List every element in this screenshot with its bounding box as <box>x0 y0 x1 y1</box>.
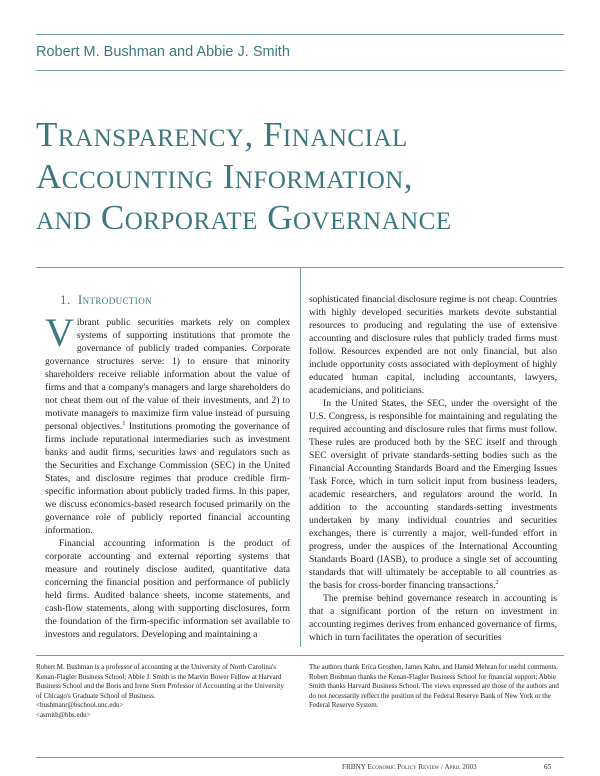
email-bushman: <bushmanr@bschool.unc.edu> <box>36 701 124 710</box>
acknowledgment-footnote: The authors thank Erica Groshen, James Kahn, and Hamid Mehran for useful comments. Robert Bushman thanks the Kenan-Flagler Business School for financial support; Abbie Smith thanks Harvard Business School. The views expressed are those of the authors and do not necessarily reflect the position of the Federal Reserve Bank of New York or the Federal Reserve System. <box>309 663 559 710</box>
author-line: Robert M. Bushman and Abbie J. Smith <box>36 44 290 60</box>
section-heading <box>60 292 152 308</box>
section-title: Introduction <box>77 292 152 307</box>
email-smith: <asmith@hbs.edu> <box>36 710 91 719</box>
paragraph: The premise behind governance research in accounting is that a significant portion of the return on investment in accounting regimes derives from enhanced governance of firms, which in turn facilitates the operation of securities <box>309 593 557 643</box>
column-divider <box>300 267 301 647</box>
title-line-1: Transparency, Financial <box>36 115 408 154</box>
right-column <box>309 293 557 644</box>
paragraph: sophisticated financial disclosure regime is not cheap. Countries with highly developed securities markets devote substantial resources to producing and regulating the use of extensive accounting and disclosure rules that publicly traded firms must follow. Resources expended are not only financial, but also include opportunity costs associated with deployment of highly educated human capital, including accountants, lawyers, academicians, and politicians. <box>309 294 557 396</box>
drop-cap: V <box>45 310 74 355</box>
paragraph: In the United States, the SEC, under the oversight of the U.S. Congress, is responsible for maintaining and regulating the required accounting and disclosure rules that firms must follow. These rules are produced both by the SEC itself and through SEC oversight of private standards-setting bodies such as the Financial Accounting Standards Board and the Emerging Issues Task Force, which in turn solicit input from business leaders, academic researchers, and regulators around the world. In addition to the accounting standards-setting investments undertaken by many individual countries and securities exchanges, there is currently a major, well-funded effort in progress, under the auspices of the International Accounting Standards Board (IASB), to produce a single set of accounting standards that will ultimately be acceptable to all countries as the basis for cross-border financing transactions.$^2$ <box>309 398 557 591</box>
paragraph: Vibrant public securities markets rely on complex systems of supporting institutions that promote the governance of publicly traded companies. Corporate governance structures serve: 1) to ensure that minority shareholders receive reliable information about the value of firms and that a company's managers and large shareholders do not cheat them out of the value of their investments, and 2) to motivate managers to maximize firm value instead of pursuing personal objectives.$^1$ Institutions promoting the governance of firms include reputational intermediaries such as investment banks and audit firms, securities laws and regulators such as the Securities and Exchange Commission (SEC) in the United States, and disclosure regimes that produce credible firm-specific information about publicly traded firms. In this paper, we discuss economics-based research focused primarily on the governance role of publicly reported financial accounting information. <box>45 310 290 536</box>
footnote-ref: 1 <box>122 420 126 427</box>
top-rule <box>36 34 564 35</box>
footer-rule <box>36 757 564 758</box>
header-rule <box>36 70 564 71</box>
article-title <box>36 114 576 239</box>
title-line-2: Accounting Information, <box>36 156 414 196</box>
footnote-rule <box>36 655 564 656</box>
section-number: 1. <box>60 292 71 307</box>
footnote-ref: 2 <box>495 579 499 586</box>
page-number: 65 <box>544 763 552 771</box>
journal-footer: FRBNY Economic Policy Review / April 2003 <box>342 763 477 771</box>
author-footnote: Robert M. Bushman is a professor of accounting at the University of North Carolina's Kenan-Flagler Business School; Abbie J. Smith is the Marvin Bower Fellow at Harvard Business School and the Boris and Irene Stern Professor of Accounting at the University of Chicago's Graduate School of Business. <bushmanr@bschool.unc.edu> <asmith@hbs.edu> <box>36 663 286 721</box>
left-column <box>45 310 290 641</box>
paragraph: Financial accounting information is the product of corporate accounting and external reporting systems that measure and routinely disclose audited, quantitative data concerning the financial position and performance of publicly held firms. Audited balance sheets, income statements, and cash-flow statements, along with supporting disclosures, form the foundation of the firm-specific information set available to investors and regulators. Developing and maintaining a <box>45 538 290 640</box>
title-line-3: and Corporate Governance <box>36 198 452 237</box>
